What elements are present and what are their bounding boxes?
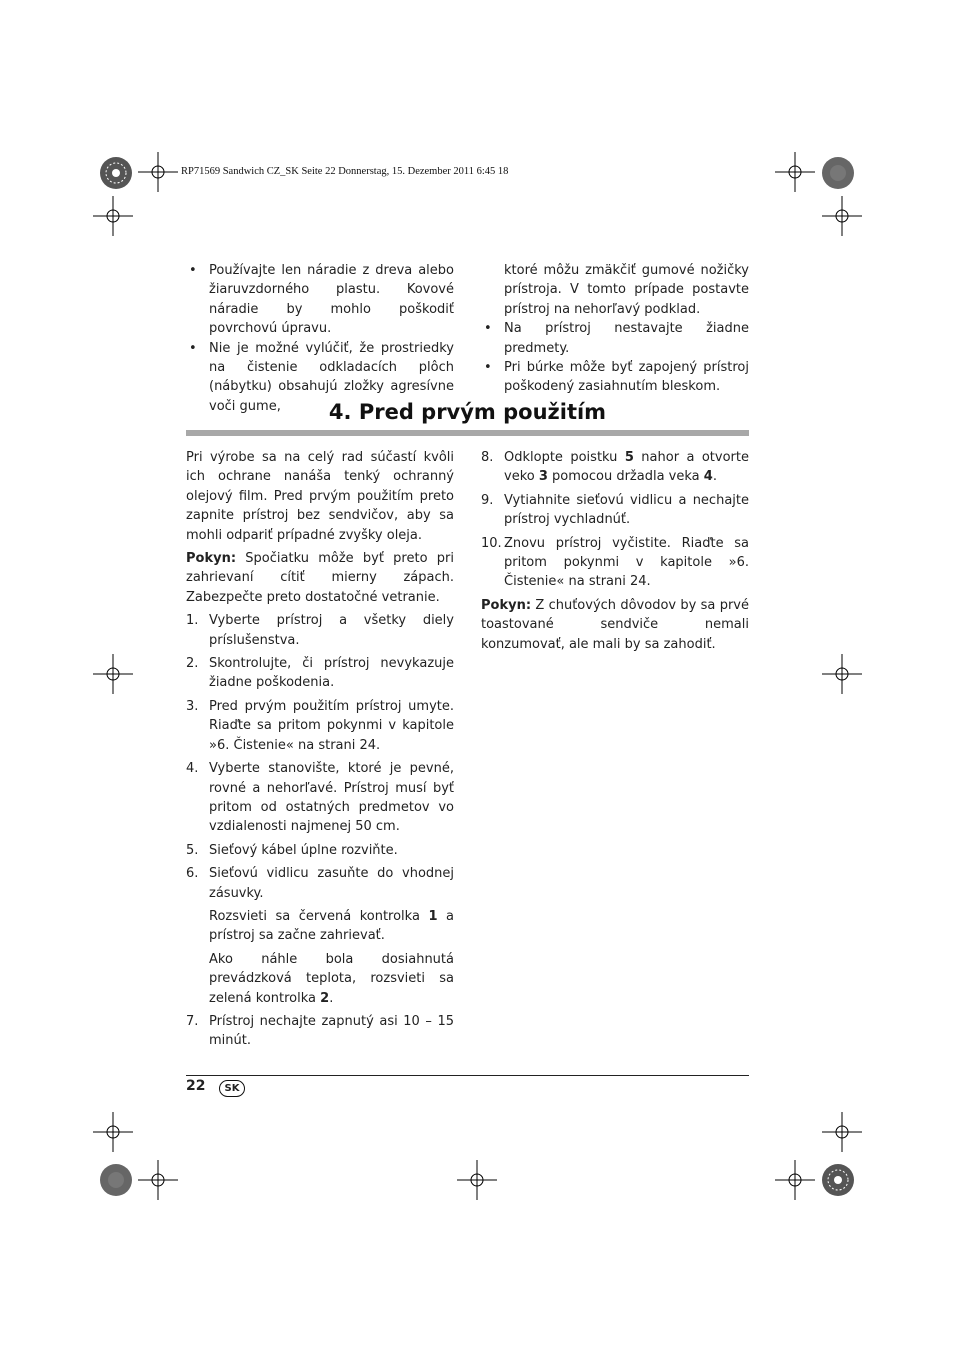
step-item — [186, 759, 454, 837]
step-text: Skontrolujte, či prístroj nevykazuje žiadne poškodenia. — [209, 656, 454, 691]
crosshair-icon — [822, 196, 862, 236]
step-text: Vyberte stanovište, ktoré je pevné, rovné a nehorľavé. Prístroj musí byť pritom od ostatných predmetov vo vzdialenosti najmenej 50 cm. — [209, 761, 454, 835]
step-number: 1. — [186, 613, 199, 629]
bullet-item: • Používajte len náradie z dreva alebo žiaruvzdorného plastu. Kovové náradie by mohlo poškodiť povrchovú úpravu. — [186, 261, 454, 339]
step-number: 2. — [186, 656, 199, 672]
crosshair-icon — [775, 152, 815, 192]
step-item — [186, 611, 454, 650]
page-number: 22 — [186, 1078, 206, 1094]
step-item: 8. Odklopte poistku 5 nahor a otvorte veko 3 pomocou držadla veka 4. — [481, 450, 749, 485]
step-number: 7. — [186, 1013, 199, 1029]
main-left-column — [186, 448, 454, 1055]
crosshair-icon — [822, 1112, 862, 1152]
crosshair-icon — [822, 654, 862, 694]
crosshair-icon — [138, 152, 178, 192]
footer-rule — [186, 1075, 749, 1076]
step-text: Sieťový kábel úplne rozviňte. — [209, 842, 398, 858]
step-number: 3. — [186, 698, 199, 714]
crosshair-icon — [775, 1160, 815, 1200]
note-label: Pokyn: — [481, 597, 532, 613]
note-paragraph — [186, 549, 454, 607]
crosshair-icon — [93, 1112, 133, 1152]
step-number: 5. — [186, 842, 199, 858]
section-divider — [186, 430, 749, 436]
top-left-column — [186, 261, 454, 416]
step-text: Sieťovú vidlicu zasuňte do vhodnej zásuvky. — [209, 866, 454, 901]
step-item — [186, 654, 454, 693]
step-text: Prístroj nechajte zapnutý asi 10 – 15 minút. — [209, 1013, 454, 1049]
step-subtext: Rozsvieti sa červená kontrolka 1 a prístroj sa začne zahrievať. — [209, 908, 454, 944]
note-text: Z chuťových dôvodov by sa prvé toastované sendviče nemali konzumovať, ale mali by sa zahodiť. — [481, 597, 749, 652]
top-right-column — [481, 261, 749, 397]
step-item — [186, 841, 454, 860]
continuation-text: ktoré môžu zmäkčiť gumové nožičky prístroja. V tomto prípade postavte prístroj na nehorľavý podklad. — [504, 263, 749, 317]
crosshair-icon — [93, 196, 133, 236]
registration-mark-icon — [818, 1160, 858, 1200]
step-text: Vyberte prístroj a všetky diely príslušenstva. — [209, 613, 454, 648]
print-header: RP71569 Sandwich CZ_SK Seite 22 Donnerstag, 15. Dezember 2011 6:45 18 — [181, 166, 509, 177]
note-label: Pokyn: — [186, 551, 237, 567]
section-title: 4. Pred prvým použitím — [328, 400, 607, 424]
step-number: 9. — [481, 492, 494, 508]
step-text: Pred prvým použitím prístroj umyte. Riaďte sa pritom pokynmi v kapitole »6. Čistenie« na strani 24. — [209, 698, 454, 753]
registration-mark-icon — [96, 1160, 136, 1200]
registration-mark-icon — [818, 153, 858, 193]
bullet-item: • Na prístroj nestavajte žiadne predmety. — [481, 319, 749, 358]
crosshair-icon — [457, 1160, 497, 1200]
step-number: 6. — [186, 866, 199, 882]
note-text: Spočiatku môže byť preto pri zahrievaní cítiť mierny zápach. Zabezpečte preto dostatočné vetranie. — [186, 551, 454, 605]
step-item — [481, 491, 749, 530]
intro-paragraph: Pri výrobe sa na celý rad súčastí kvôli ich ochrane nanáša tenký ochranný olejový film. Pred prvým použitím preto zapnite prístroj bez sendvičov, aby sa mohli odpariť prípadné zvyšky oleja. — [186, 450, 454, 543]
step-subtext: Ako náhle bola dosiahnutá prevádzková teplota, rozsvieti sa zelená kontrolka 2. — [209, 951, 454, 1006]
step-item — [481, 534, 749, 592]
step-item — [186, 697, 454, 755]
main-right-column — [481, 448, 749, 658]
crosshair-icon — [138, 1160, 178, 1200]
step-number: 8. — [481, 450, 494, 465]
bullet-item: • Nie je možné vylúčiť, že prostriedky na čistenie odkladacích plôch (nábytku) obsahujú zložky agresívne voči gume, — [186, 339, 454, 417]
step-number: 4. — [186, 761, 199, 777]
step-number: 10. — [481, 535, 502, 551]
language-badge: SK — [219, 1080, 245, 1097]
step-item — [186, 864, 454, 1008]
crosshair-icon — [93, 654, 133, 694]
step-text: Vytiahnite sieťovú vidlicu a nechajte prístroj vychladnúť. — [504, 492, 749, 528]
step-item — [186, 1012, 454, 1051]
registration-mark-icon — [96, 153, 136, 193]
note-paragraph — [481, 596, 749, 654]
step-text: Znovu prístroj vyčistite. Riaďte sa pritom pokynmi v kapitole »6. Čistenie« na strani 24. — [504, 535, 749, 590]
bullet-item: • Pri búrke môže byť zapojený prístroj poškodený zasiahnutím bleskom. — [481, 358, 749, 397]
